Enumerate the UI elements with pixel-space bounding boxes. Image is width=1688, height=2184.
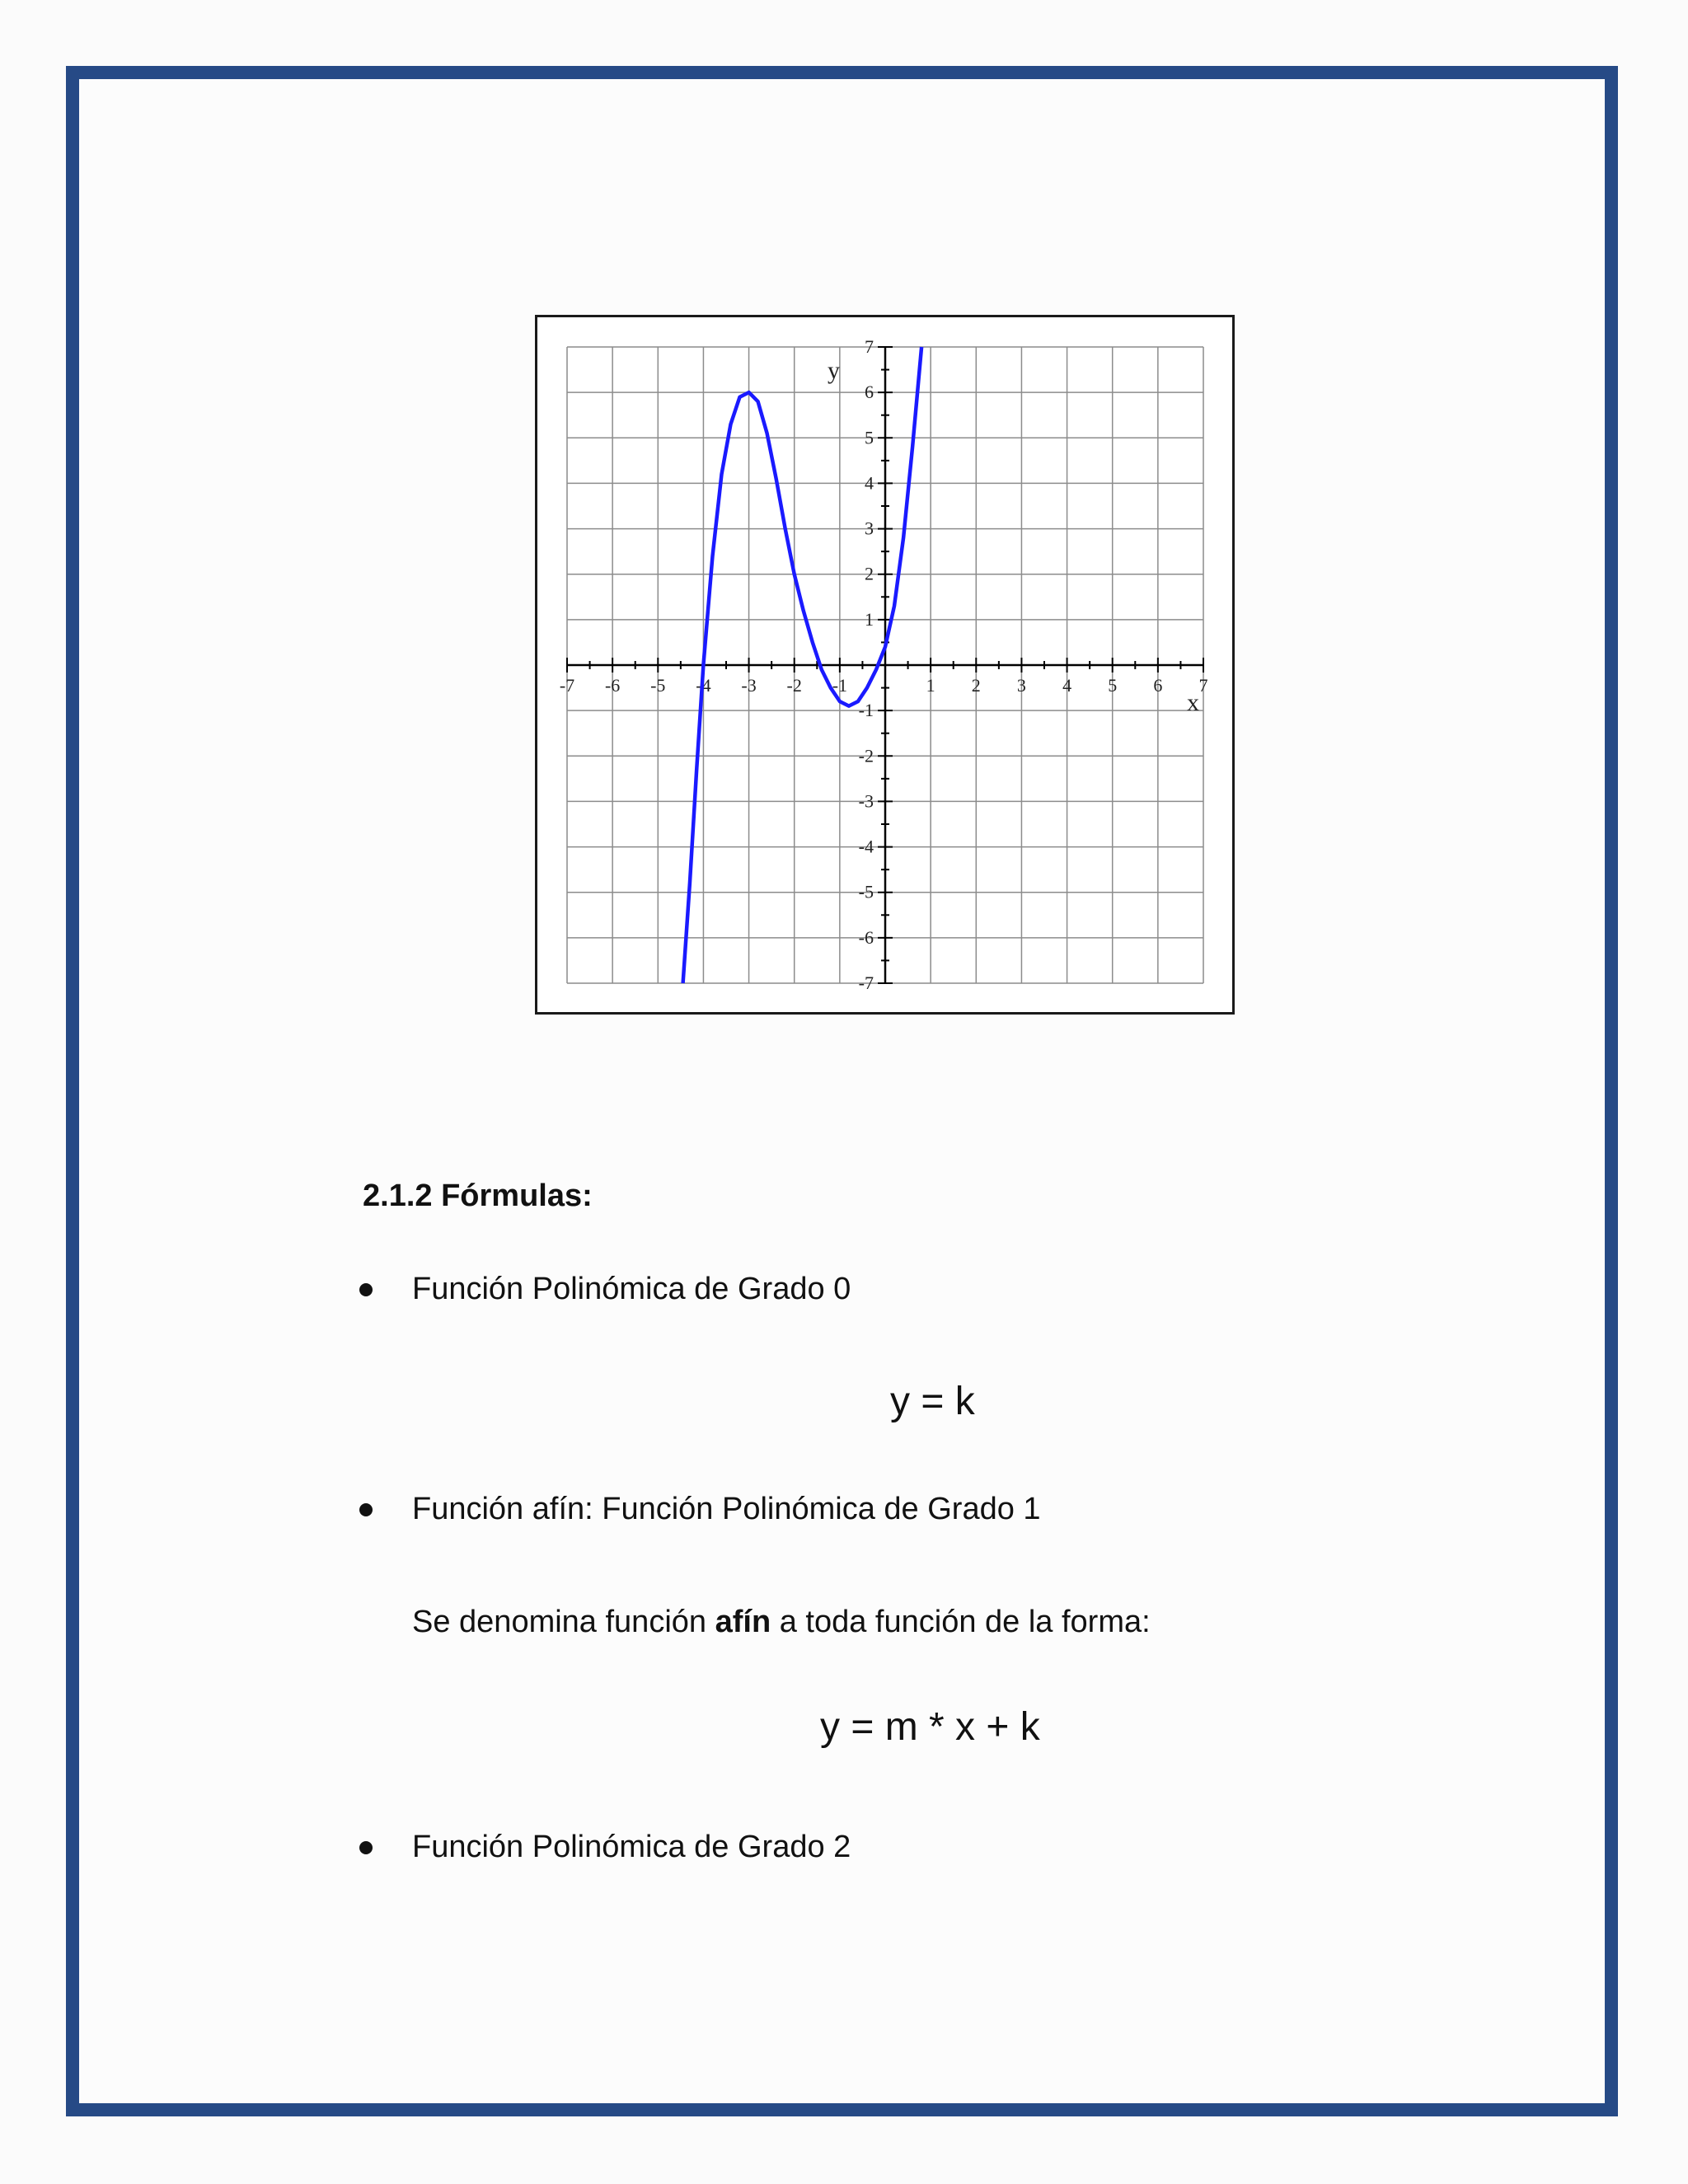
definition-bold-term: afín xyxy=(715,1605,771,1639)
x-tick-label: -5 xyxy=(650,675,666,696)
y-tick-label: 3 xyxy=(865,518,874,539)
formula-affine: y = m * x + k xyxy=(820,1705,1040,1749)
x-tick-label: -1 xyxy=(832,675,848,696)
definition-text: Se denomina función xyxy=(412,1605,715,1639)
x-tick-label: -4 xyxy=(696,675,711,696)
y-tick-label: -1 xyxy=(858,700,874,721)
y-tick-label: -4 xyxy=(858,836,874,857)
x-tick-label: -7 xyxy=(559,675,575,696)
x-tick-label: 4 xyxy=(1062,675,1072,696)
y-axis-label: y xyxy=(828,357,840,384)
polynomial-graph xyxy=(537,317,1232,1012)
y-tick-label: -2 xyxy=(858,745,874,766)
x-tick-label: 3 xyxy=(1016,675,1026,696)
y-tick-label: -6 xyxy=(858,926,874,948)
bullet-item: Función afín: Función Polinómica de Grado 1 xyxy=(412,1492,1041,1526)
x-tick-label: 5 xyxy=(1108,675,1118,696)
y-tick-label: 1 xyxy=(865,608,874,630)
y-tick-label: 2 xyxy=(865,563,874,584)
x-tick-label: 6 xyxy=(1153,675,1163,696)
x-tick-label: 2 xyxy=(971,675,981,696)
affine-definition xyxy=(412,1605,1151,1640)
x-tick-label: -3 xyxy=(741,675,757,696)
y-tick-label: -7 xyxy=(858,972,874,993)
definition-text: a toda función de la forma: xyxy=(771,1605,1151,1639)
y-tick-label: -5 xyxy=(858,881,874,902)
bullet-icon xyxy=(359,1841,373,1854)
x-tick-label: -6 xyxy=(604,675,621,696)
x-axis-label: x xyxy=(1187,689,1199,716)
x-tick-label: 7 xyxy=(1198,675,1208,696)
graph-figure xyxy=(535,315,1235,1015)
y-tick-label: 4 xyxy=(865,472,874,494)
bullet-item: Función Polinómica de Grado 0 xyxy=(412,1272,851,1306)
y-tick-label: 5 xyxy=(865,427,874,448)
x-tick-label: -2 xyxy=(786,675,802,696)
bullet-item: Función Polinómica de Grado 2 xyxy=(412,1830,851,1864)
section-heading: 2.1.2 Fórmulas: xyxy=(363,1179,593,1213)
y-tick-label: -3 xyxy=(858,790,874,812)
x-tick-label: 1 xyxy=(926,675,935,696)
formula-constant: y = k xyxy=(890,1380,975,1423)
y-tick-label: 7 xyxy=(865,336,874,357)
y-tick-label: 6 xyxy=(865,382,874,403)
bullet-icon xyxy=(359,1283,373,1296)
bullet-icon xyxy=(359,1503,373,1516)
